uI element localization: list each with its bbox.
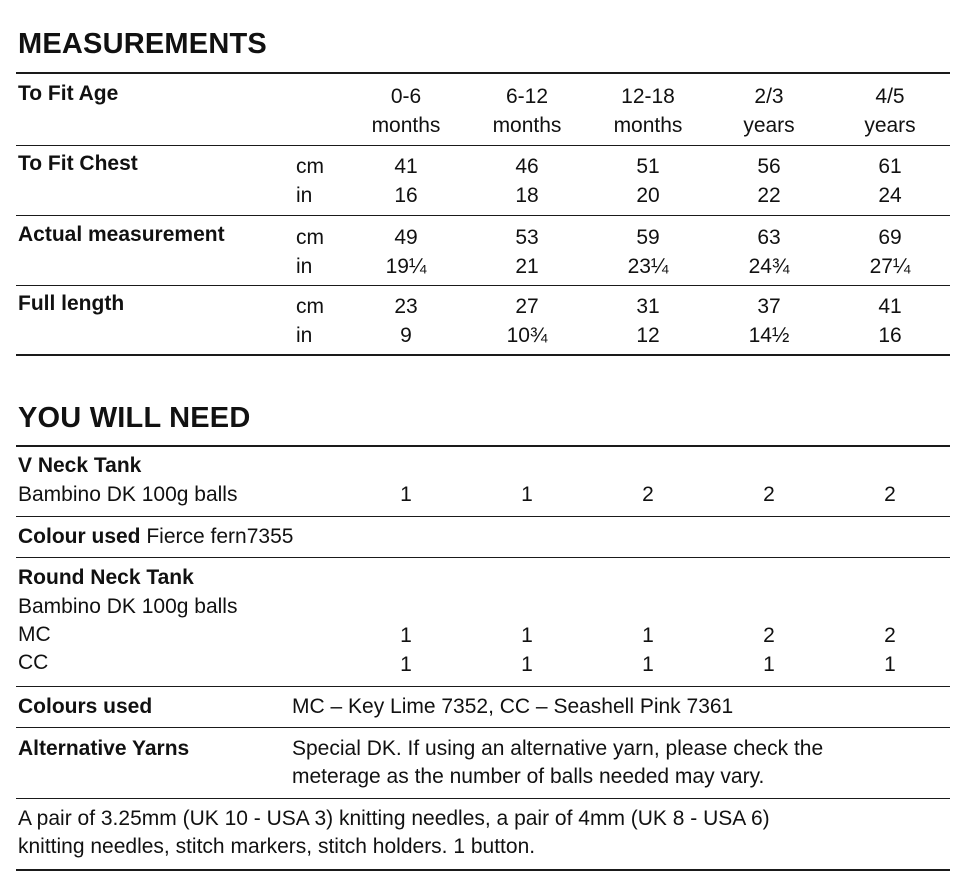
divider xyxy=(16,727,950,728)
value-cm: 41 xyxy=(394,155,418,178)
value-in: 24¾ xyxy=(748,255,790,278)
needles-line1: A pair of 3.25mm (UK 10 - USA 3) knitting needles, a pair of 4mm (UK 8 - USA 6) xyxy=(18,807,770,830)
value-cm: 46 xyxy=(515,155,539,178)
colour-used-value: Fierce fern7355 xyxy=(146,525,294,548)
mc-balls: 2 xyxy=(884,624,896,647)
age-range: 6-12 xyxy=(505,85,549,108)
needles-line2: knitting needles, stitch markers, stitch holders. 1 button. xyxy=(18,835,536,858)
to-fit-age-label: To Fit Age xyxy=(18,82,119,105)
v-neck-balls: 1 xyxy=(400,483,412,506)
actual-col-3 xyxy=(598,223,698,281)
age-col-1 xyxy=(356,82,456,140)
actual-col-5 xyxy=(840,223,940,281)
unit-in: in xyxy=(296,255,313,278)
age-unit: years xyxy=(864,114,916,137)
divider xyxy=(16,445,950,447)
age-range: 12-18 xyxy=(621,85,675,108)
value-in: 9 xyxy=(400,324,412,347)
value-in: 22 xyxy=(757,184,781,207)
actual-col-4 xyxy=(719,223,819,281)
chest-col-2 xyxy=(477,152,577,210)
chest-units xyxy=(296,152,324,210)
v-neck-balls: 2 xyxy=(763,483,775,506)
value-in: 18 xyxy=(515,184,539,207)
divider xyxy=(16,516,950,517)
age-unit: months xyxy=(613,114,683,137)
v-neck-balls: 2 xyxy=(642,483,654,506)
unit-in: in xyxy=(296,184,313,207)
mc-balls: 1 xyxy=(400,624,412,647)
divider xyxy=(16,686,950,687)
value-cm: 69 xyxy=(878,226,902,249)
value-cm: 53 xyxy=(515,226,539,249)
colours-used-label: Colours used xyxy=(18,695,153,718)
alternative-yarns-line2: meterage as the number of balls needed may vary. xyxy=(292,765,765,788)
to-fit-chest-label: To Fit Chest xyxy=(18,152,138,175)
divider xyxy=(16,354,950,356)
value-in: 23¼ xyxy=(627,255,669,278)
value-cm: 61 xyxy=(878,155,902,178)
value-cm: 59 xyxy=(636,226,660,249)
divider xyxy=(16,798,950,799)
cc-balls: 1 xyxy=(400,653,412,676)
age-unit: months xyxy=(492,114,562,137)
chest-col-4 xyxy=(719,152,819,210)
actual-units xyxy=(296,223,324,281)
unit-cm: cm xyxy=(296,226,324,249)
cc-balls: 1 xyxy=(642,653,654,676)
mc-label: MC xyxy=(18,623,51,646)
unit-cm: cm xyxy=(296,155,324,178)
length-col-3 xyxy=(598,292,698,350)
alternative-yarns-label: Alternative Yarns xyxy=(18,737,190,760)
value-cm: 56 xyxy=(757,155,781,178)
round-neck-title: Round Neck Tank xyxy=(18,566,194,589)
chest-col-1 xyxy=(356,152,456,210)
cc-balls: 1 xyxy=(521,653,533,676)
age-col-5 xyxy=(840,82,940,140)
age-range: 4/5 xyxy=(875,85,905,108)
value-in: 19¼ xyxy=(385,255,427,278)
unit-in: in xyxy=(296,324,313,347)
divider xyxy=(16,215,950,216)
value-in: 12 xyxy=(636,324,660,347)
divider xyxy=(16,72,950,74)
colour-used-label: Colour used xyxy=(18,525,141,548)
mc-balls: 1 xyxy=(642,624,654,647)
colour-used-line xyxy=(18,525,293,549)
unit-cm: cm xyxy=(296,295,324,318)
v-neck-balls: 2 xyxy=(884,483,896,506)
value-in: 16 xyxy=(878,324,902,347)
value-cm: 63 xyxy=(757,226,781,249)
divider xyxy=(16,145,950,146)
value-cm: 49 xyxy=(394,226,418,249)
age-range: 0-6 xyxy=(390,85,422,108)
cc-balls: 1 xyxy=(884,653,896,676)
v-neck-title: V Neck Tank xyxy=(18,454,142,477)
actual-col-2 xyxy=(477,223,577,281)
divider xyxy=(16,869,950,871)
length-col-4 xyxy=(719,292,819,350)
measurements-heading: MEASUREMENTS xyxy=(18,28,267,60)
value-in: 14½ xyxy=(748,324,790,347)
colours-used-value: MC – Key Lime 7352, CC – Seashell Pink 7361 xyxy=(292,695,734,718)
full-length-label: Full length xyxy=(18,292,125,315)
actual-measurement-label: Actual measurement xyxy=(18,223,225,246)
divider xyxy=(16,285,950,286)
cc-label: CC xyxy=(18,651,49,674)
value-cm: 37 xyxy=(757,295,781,318)
actual-col-1 xyxy=(356,223,456,281)
length-col-5 xyxy=(840,292,940,350)
value-in: 16 xyxy=(394,184,418,207)
age-col-4 xyxy=(719,82,819,140)
age-unit: months xyxy=(371,114,441,137)
cc-balls: 1 xyxy=(763,653,775,676)
divider xyxy=(16,557,950,558)
chest-col-5 xyxy=(840,152,940,210)
chest-col-3 xyxy=(598,152,698,210)
age-unit: years xyxy=(743,114,795,137)
alternative-yarns-line1: Special DK. If using an alternative yarn, please check the xyxy=(292,737,824,760)
length-units xyxy=(296,292,324,350)
value-cm: 41 xyxy=(878,295,902,318)
value-cm: 23 xyxy=(394,295,418,318)
value-cm: 31 xyxy=(636,295,660,318)
value-in: 27¼ xyxy=(869,255,911,278)
length-col-2 xyxy=(477,292,577,350)
value-in: 21 xyxy=(515,255,539,278)
value-in: 24 xyxy=(878,184,902,207)
you-will-need-heading: YOU WILL NEED xyxy=(18,402,251,434)
value-in: 20 xyxy=(636,184,660,207)
age-range: 2/3 xyxy=(754,85,784,108)
mc-balls: 1 xyxy=(521,624,533,647)
length-col-1 xyxy=(356,292,456,350)
v-neck-balls: 1 xyxy=(521,483,533,506)
round-neck-yarn-label: Bambino DK 100g balls xyxy=(18,595,238,618)
age-col-3 xyxy=(598,82,698,140)
age-col-2 xyxy=(477,82,577,140)
v-neck-yarn-label: Bambino DK 100g balls xyxy=(18,483,238,506)
value-in: 10¾ xyxy=(506,324,548,347)
value-cm: 27 xyxy=(515,295,539,318)
mc-balls: 2 xyxy=(763,624,775,647)
value-cm: 51 xyxy=(636,155,660,178)
